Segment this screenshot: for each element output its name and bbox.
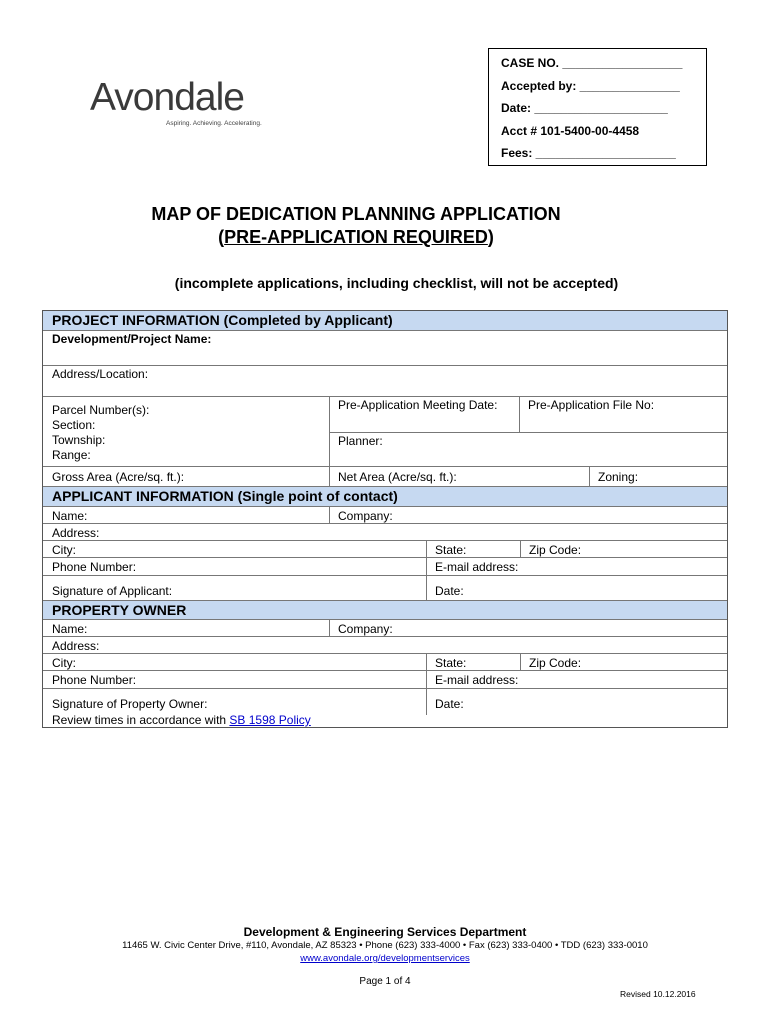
- property-owner-header: PROPERTY OWNER: [43, 601, 727, 619]
- applicant-zip-field[interactable]: Zip Code:: [529, 543, 582, 557]
- accepted-by-field: Accepted by: _______________: [501, 78, 680, 93]
- township-field[interactable]: Township:: [52, 433, 106, 447]
- owner-name-field[interactable]: Name:: [52, 622, 88, 636]
- owner-date-field[interactable]: Date:: [435, 697, 464, 711]
- applicant-address-field[interactable]: Address:: [52, 526, 100, 540]
- paren-close: ): [487, 227, 494, 247]
- case-no-field: CASE NO. __________________: [501, 56, 683, 70]
- dev-project-name-field[interactable]: Development/Project Name:: [52, 332, 212, 346]
- website-line: [0, 953, 770, 964]
- page-number: Page 1 of 4: [359, 976, 411, 987]
- applicant-state-field[interactable]: State:: [435, 543, 467, 557]
- project-info-header: PROJECT INFORMATION (Completed by Applicant): [43, 311, 727, 330]
- owner-email-field[interactable]: E-mail address:: [435, 673, 519, 687]
- incomplete-notice: (incomplete applications, including checklist, will not be accepted): [174, 275, 619, 291]
- applicant-signature-field[interactable]: Signature of Applicant:: [52, 584, 173, 598]
- document-subtitle-line: [40, 227, 672, 248]
- owner-zip-field[interactable]: Zip Code:: [529, 656, 582, 670]
- applicant-phone-field[interactable]: Phone Number:: [52, 560, 137, 574]
- review-times-note: [43, 713, 727, 728]
- avondale-logo: [90, 78, 290, 130]
- department-address: 11465 W. Civic Center Drive, #110, Avondale, AZ 85323 • Phone (623) 333-4000 • Fax (623) 333-0400 • TDD (623) 333-0010: [122, 940, 648, 951]
- owner-state-field[interactable]: State:: [435, 656, 467, 670]
- application-form: [42, 310, 728, 728]
- address-location-field[interactable]: Address/Location:: [52, 367, 149, 381]
- owner-signature-field[interactable]: Signature of Property Owner:: [52, 697, 208, 711]
- planner-field[interactable]: Planner:: [338, 434, 383, 448]
- net-area-field[interactable]: Net Area (Acre/sq. ft.):: [338, 470, 457, 484]
- owner-phone-field[interactable]: Phone Number:: [52, 673, 137, 687]
- applicant-email-field[interactable]: E-mail address:: [435, 560, 519, 574]
- logo-tagline: Aspiring. Achieving. Accelerating.: [166, 120, 262, 127]
- gross-area-field[interactable]: Gross Area (Acre/sq. ft.):: [52, 470, 185, 484]
- pre-app-meeting-date-field[interactable]: Pre-Application Meeting Date:: [338, 398, 498, 412]
- owner-address-field[interactable]: Address:: [52, 639, 100, 653]
- zoning-field[interactable]: Zoning:: [598, 470, 639, 484]
- paren-open: (: [218, 227, 225, 247]
- department-name: Development & Engineering Services Department: [243, 925, 527, 939]
- pre-app-file-no-field[interactable]: Pre-Application File No:: [528, 398, 655, 412]
- range-field[interactable]: Range:: [52, 448, 91, 462]
- sb-1598-policy-link[interactable]: SB 1598 Policy: [229, 713, 311, 727]
- parcel-numbers-field[interactable]: Parcel Number(s):: [52, 403, 150, 417]
- applicant-company-field[interactable]: Company:: [338, 509, 393, 523]
- section-field[interactable]: Section:: [52, 418, 96, 432]
- revised-date: Revised 10.12.2016: [620, 989, 696, 999]
- logo-wordmark: Avondale: [90, 76, 244, 119]
- applicant-city-field[interactable]: City:: [52, 543, 76, 557]
- owner-city-field[interactable]: City:: [52, 656, 76, 670]
- applicant-name-field[interactable]: Name:: [52, 509, 88, 523]
- document-title: MAP OF DEDICATION PLANNING APPLICATION: [151, 204, 561, 224]
- applicant-date-field[interactable]: Date:: [435, 584, 464, 598]
- office-use-box: [488, 48, 707, 166]
- acct-number: Acct # 101-5400-00-4458: [501, 123, 640, 138]
- pre-application-required: PRE-APPLICATION REQUIRED: [224, 227, 488, 247]
- owner-company-field[interactable]: Company:: [338, 622, 393, 636]
- date-field: Date: ____________________: [501, 101, 668, 115]
- applicant-info-header: APPLICANT INFORMATION (Single point of contact): [43, 487, 727, 506]
- review-text: Review times in accordance with: [52, 713, 230, 727]
- website-link[interactable]: www.avondale.org/developmentservices: [300, 953, 470, 964]
- fees-field: Fees: _____________________: [501, 146, 676, 160]
